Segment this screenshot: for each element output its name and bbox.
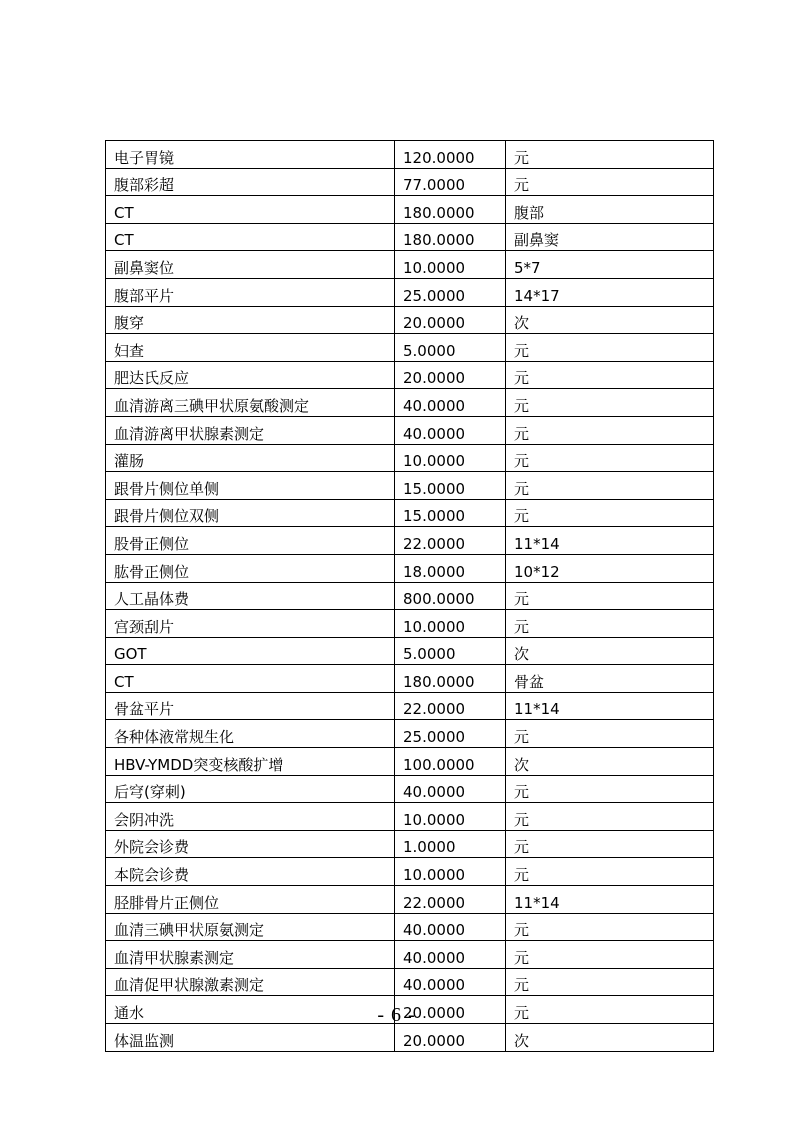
item-name-cell: 外院会诊费 — [106, 830, 395, 858]
item-price-cell: 40.0000 — [395, 941, 506, 969]
item-name-cell: 血清甲状腺素测定 — [106, 941, 395, 969]
item-unit-cell: 元 — [506, 444, 714, 472]
item-name-cell: 肱骨正侧位 — [106, 554, 395, 582]
item-unit-cell: 14*17 — [506, 278, 714, 306]
item-price-cell: 5.0000 — [395, 334, 506, 362]
table-row — [106, 830, 714, 858]
table-row — [106, 499, 714, 527]
item-unit-cell: 次 — [506, 306, 714, 334]
item-unit-cell: 元 — [506, 968, 714, 996]
item-name-cell: 骨盆平片 — [106, 692, 395, 720]
table-row — [106, 665, 714, 693]
item-price-cell: 20.0000 — [395, 306, 506, 334]
item-price-cell: 100.0000 — [395, 748, 506, 776]
item-name-cell: 胫腓骨片正侧位 — [106, 886, 395, 914]
item-price-cell: 10.0000 — [395, 803, 506, 831]
item-unit-cell: 元 — [506, 610, 714, 638]
table-row — [106, 472, 714, 500]
item-unit-cell: 元 — [506, 996, 714, 1024]
item-price-cell: 180.0000 — [395, 223, 506, 251]
item-name-cell: 灌肠 — [106, 444, 395, 472]
item-unit-cell: 元 — [506, 472, 714, 500]
item-unit-cell: 元 — [506, 582, 714, 610]
item-name-cell: 会阴冲洗 — [106, 803, 395, 831]
item-price-cell: 120.0000 — [395, 141, 506, 169]
item-name-cell: 股骨正侧位 — [106, 527, 395, 555]
table-row — [106, 775, 714, 803]
item-unit-cell: 元 — [506, 858, 714, 886]
item-unit-cell: 元 — [506, 775, 714, 803]
item-price-cell: 10.0000 — [395, 610, 506, 638]
item-name-cell: 体温监测 — [106, 1024, 395, 1052]
item-unit-cell: 10*12 — [506, 554, 714, 582]
item-price-cell: 180.0000 — [395, 196, 506, 224]
item-name-cell: 妇查 — [106, 334, 395, 362]
item-price-cell: 15.0000 — [395, 472, 506, 500]
item-price-cell: 10.0000 — [395, 251, 506, 279]
table-row — [106, 416, 714, 444]
item-price-cell: 40.0000 — [395, 968, 506, 996]
item-price-cell: 5.0000 — [395, 637, 506, 665]
fee-table-body — [106, 141, 714, 1052]
item-unit-cell: 次 — [506, 748, 714, 776]
item-name-cell: 各种体液常规生化 — [106, 720, 395, 748]
item-unit-cell: 腹部 — [506, 196, 714, 224]
item-name-cell: 血清三碘甲状原氨测定 — [106, 913, 395, 941]
item-price-cell: 180.0000 — [395, 665, 506, 693]
item-price-cell: 25.0000 — [395, 278, 506, 306]
item-name-cell: 血清游离三碘甲状原氨酸测定 — [106, 389, 395, 417]
item-price-cell: 18.0000 — [395, 554, 506, 582]
table-row — [106, 168, 714, 196]
item-name-cell: 通水 — [106, 996, 395, 1024]
table-row — [106, 223, 714, 251]
table-row — [106, 913, 714, 941]
item-price-cell: 40.0000 — [395, 775, 506, 803]
item-unit-cell: 11*14 — [506, 886, 714, 914]
item-unit-cell: 副鼻窦 — [506, 223, 714, 251]
item-price-cell: 22.0000 — [395, 527, 506, 555]
table-row — [106, 527, 714, 555]
table-row — [106, 278, 714, 306]
item-name-cell: CT — [106, 223, 395, 251]
item-unit-cell: 11*14 — [506, 692, 714, 720]
item-name-cell: CT — [106, 665, 395, 693]
table-row — [106, 582, 714, 610]
page-number: - 6 - — [377, 1004, 416, 1026]
table-row — [106, 1024, 714, 1052]
table-row — [106, 444, 714, 472]
item-price-cell: 40.0000 — [395, 416, 506, 444]
table-row — [106, 886, 714, 914]
item-unit-cell: 元 — [506, 941, 714, 969]
item-price-cell: 800.0000 — [395, 582, 506, 610]
table-row — [106, 968, 714, 996]
item-price-cell: 20.0000 — [395, 996, 506, 1024]
item-price-cell: 77.0000 — [395, 168, 506, 196]
table-row — [106, 361, 714, 389]
item-price-cell: 22.0000 — [395, 692, 506, 720]
item-name-cell: CT — [106, 196, 395, 224]
item-name-cell: 腹部平片 — [106, 278, 395, 306]
table-row — [106, 941, 714, 969]
item-unit-cell: 元 — [506, 389, 714, 417]
item-unit-cell: 元 — [506, 361, 714, 389]
item-name-cell: 跟骨片侧位单侧 — [106, 472, 395, 500]
table-row — [106, 610, 714, 638]
item-name-cell: 宫颈刮片 — [106, 610, 395, 638]
item-name-cell: 跟骨片侧位双侧 — [106, 499, 395, 527]
item-price-cell: 10.0000 — [395, 858, 506, 886]
item-price-cell: 22.0000 — [395, 886, 506, 914]
item-unit-cell: 元 — [506, 141, 714, 169]
item-unit-cell: 元 — [506, 720, 714, 748]
item-name-cell: 腹穿 — [106, 306, 395, 334]
table-row — [106, 389, 714, 417]
item-name-cell: 本院会诊费 — [106, 858, 395, 886]
item-unit-cell: 次 — [506, 1024, 714, 1052]
item-unit-cell: 元 — [506, 416, 714, 444]
item-name-cell: 人工晶体费 — [106, 582, 395, 610]
item-unit-cell: 次 — [506, 637, 714, 665]
item-price-cell: 40.0000 — [395, 389, 506, 417]
fee-table — [105, 140, 714, 1052]
item-unit-cell: 元 — [506, 168, 714, 196]
item-unit-cell: 元 — [506, 913, 714, 941]
table-row — [106, 196, 714, 224]
table-row — [106, 141, 714, 169]
table-row — [106, 720, 714, 748]
item-unit-cell: 元 — [506, 830, 714, 858]
item-name-cell: 电子胃镜 — [106, 141, 395, 169]
item-price-cell: 25.0000 — [395, 720, 506, 748]
item-name-cell: 后穹(穿刺) — [106, 775, 395, 803]
item-price-cell: 10.0000 — [395, 444, 506, 472]
item-unit-cell: 骨盆 — [506, 665, 714, 693]
table-row — [106, 334, 714, 362]
item-name-cell: 肥达氏反应 — [106, 361, 395, 389]
item-price-cell: 40.0000 — [395, 913, 506, 941]
table-row — [106, 554, 714, 582]
item-price-cell: 20.0000 — [395, 1024, 506, 1052]
item-name-cell: 血清游离甲状腺素测定 — [106, 416, 395, 444]
item-price-cell: 15.0000 — [395, 499, 506, 527]
table-row — [106, 251, 714, 279]
item-unit-cell: 元 — [506, 334, 714, 362]
item-name-cell: GOT — [106, 637, 395, 665]
item-unit-cell: 5*7 — [506, 251, 714, 279]
table-row — [106, 748, 714, 776]
table-row — [106, 692, 714, 720]
table-row — [106, 803, 714, 831]
item-price-cell: 1.0000 — [395, 830, 506, 858]
item-unit-cell: 11*14 — [506, 527, 714, 555]
item-name-cell: 血清促甲状腺激素测定 — [106, 968, 395, 996]
table-row — [106, 306, 714, 334]
item-name-cell: 副鼻窦位 — [106, 251, 395, 279]
item-unit-cell: 元 — [506, 803, 714, 831]
item-name-cell: 腹部彩超 — [106, 168, 395, 196]
table-row — [106, 637, 714, 665]
item-name-cell: HBV-YMDD突变核酸扩增 — [106, 748, 395, 776]
table-row — [106, 858, 714, 886]
item-price-cell: 20.0000 — [395, 361, 506, 389]
item-unit-cell: 元 — [506, 499, 714, 527]
